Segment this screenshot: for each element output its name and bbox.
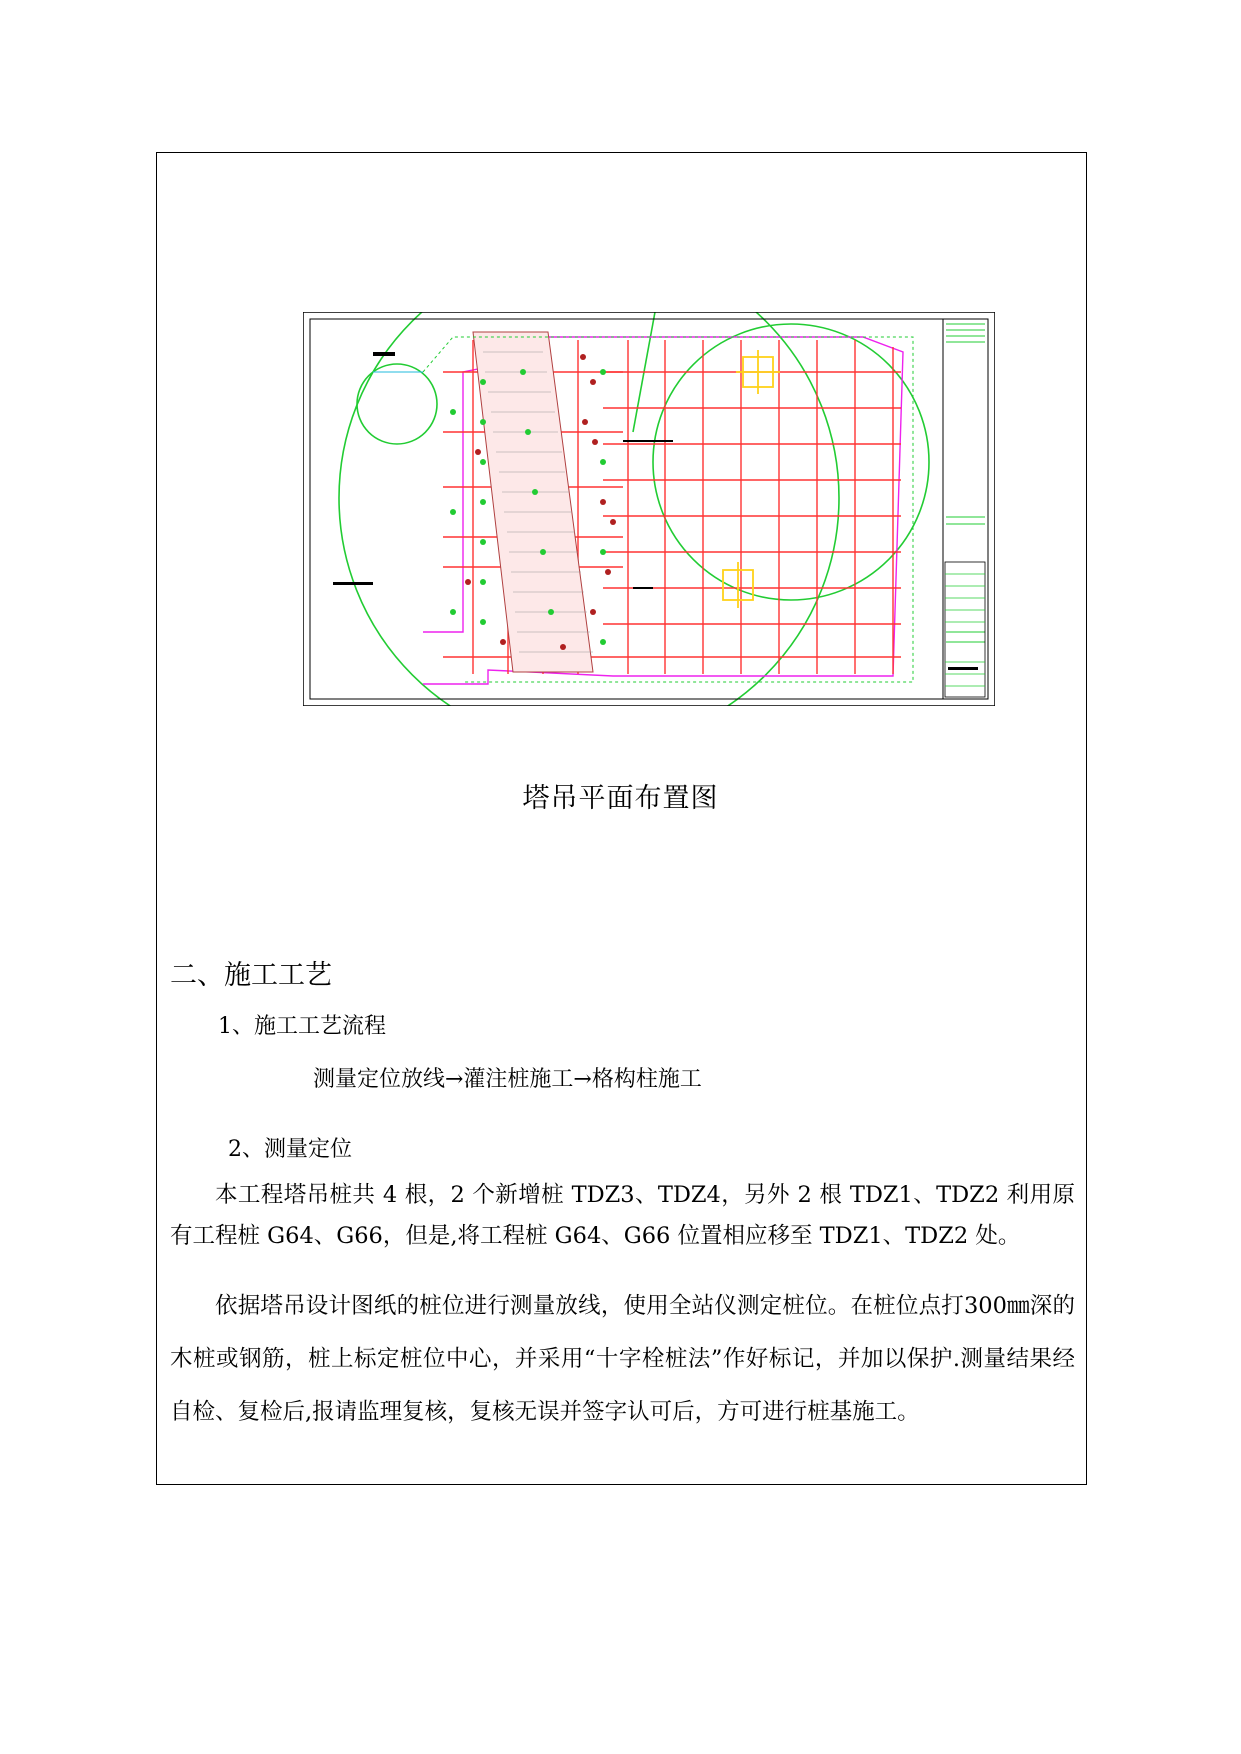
subheading-process-flow: 1、施工工艺流程 xyxy=(218,1014,386,1039)
process-flow-text: 测量定位放线→灌注桩施工→格构柱施工 xyxy=(313,1067,702,1092)
crane-radius-mini xyxy=(357,364,437,444)
subheading-survey-positioning: 2、测量定位 xyxy=(228,1137,352,1162)
crane-radius-small xyxy=(653,324,929,600)
section-title: 二、施工工艺 xyxy=(170,960,332,991)
cad-site-plan-drawing xyxy=(303,312,995,706)
paragraph-pile-summary: 本工程塔吊桩共 4 根，2 个新增桩 TDZ3、TDZ4，另外 2 根 TDZ1、TDZ2 利用原有工程桩 G64、G66，但是,将工程桩 G64、G66 位置相应移至 TDZ1、TDZ2 处。 xyxy=(170,1182,1075,1249)
figure-caption: 塔吊平面布置图 xyxy=(522,783,719,814)
paragraph-survey-method: 依据塔吊设计图纸的桩位进行测量放线，使用全站仪测定桩位。在桩位点打300㎜深的木桩或钢筋，桩上标定桩位中心，并采用“十字栓桩法”作好标记，并加以保护.测量结果经自检、复检后,报请监理复核，复核无误并签字认可后，方可进行桩基施工。 xyxy=(170,1293,1075,1425)
